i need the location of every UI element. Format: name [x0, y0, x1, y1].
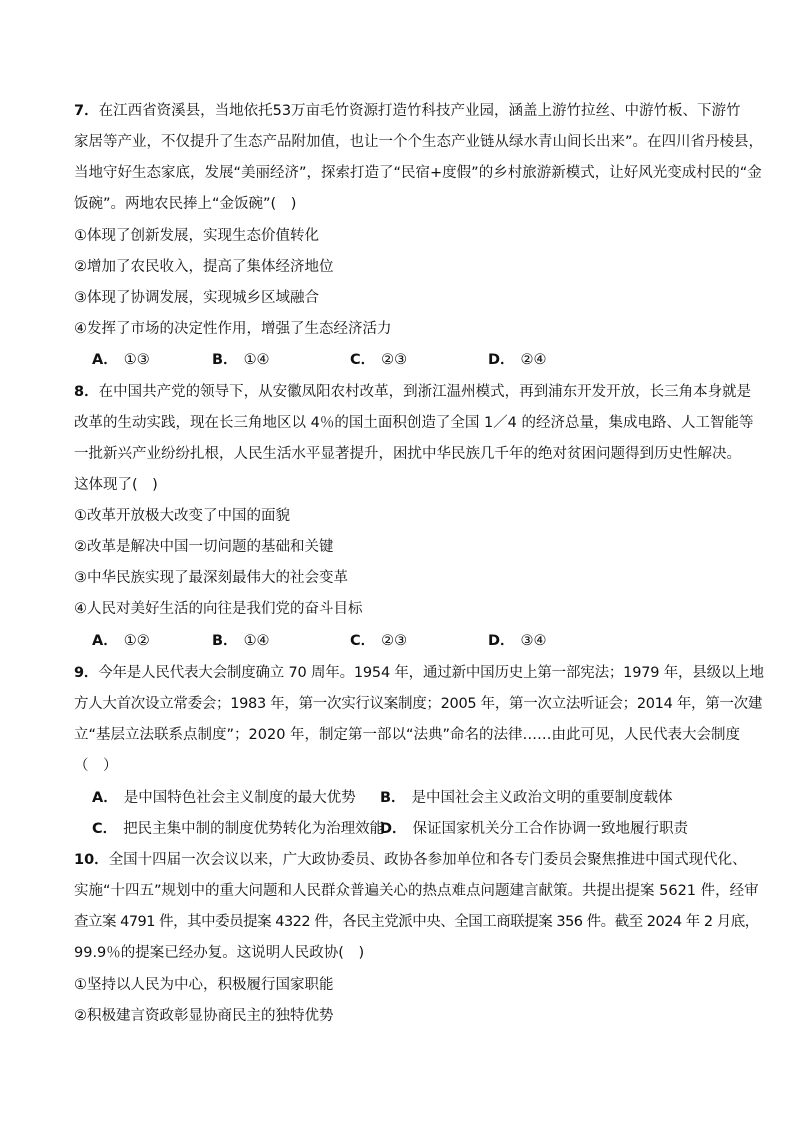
- q10-line-1: 10．全国十四届一次会议以来，广大政协委员、政协各参加单位和各专门委员会聚焦推进中国式现代化、: [74, 852, 747, 868]
- q9-number: 9．: [74, 665, 99, 681]
- q7-option-c[interactable]: C． ②③: [350, 352, 408, 368]
- q8-statement-2: ②改革是解决中国一切问题的基础和关键: [74, 539, 334, 555]
- q10-statement-2: ②积极建言资政彰显协商民主的独特优势: [74, 1008, 334, 1024]
- q10-line-3: 查立案 4791 件，其中委员提案 4322 件，各民主党派中央、全国工商联提案 356 件。截至 2024 年 2 月底，: [74, 914, 759, 930]
- q10-number: 10．: [74, 852, 109, 868]
- q7-option-b[interactable]: B． ①④: [212, 352, 270, 368]
- q8-statement-3: ③中华民族实现了最深刻最伟大的社会变革: [74, 570, 348, 586]
- q10-line-2: 实施“十四五”规划中的重大问题和人民群众普遍关心的热点难点问题建言献策。共提出提案 5621 件，经审: [74, 883, 759, 899]
- q9-option-d[interactable]: D． 保证国家机关分工合作协调一致地履行职责: [380, 821, 689, 837]
- q8-option-a[interactable]: A． ①②: [92, 633, 150, 649]
- q10-line-4: 99.9％的提案已经办复。这说明人民政协( ): [74, 945, 365, 961]
- q8-line-2: 改革的生动实践，现在长三角地区以 4％的国土面积创造了全国 1／4 的经济总量，集成电路、人工智能等: [74, 415, 754, 431]
- q8-option-d[interactable]: D． ③④: [488, 633, 547, 649]
- q9-option-a[interactable]: A． 是中国特色社会主义制度的最大优势: [92, 790, 356, 806]
- q8-line-1: 8．在中国共产党的领导下，从安徽凤阳农村改革，到浙江温州模式，再到浦东开发开放，长三角本身就是: [74, 384, 752, 400]
- q8-option-b[interactable]: B． ①④: [212, 633, 270, 649]
- q7-line-4: 饭碗”。两地农民捧上“金饭碗”( ): [74, 196, 297, 212]
- q7-line-3: 当地守好生态家底，发展“美丽经济”，探索打造了“民宿+度假”的乡村旅游新模式，让好风光变成村民的“金: [74, 165, 762, 181]
- q8-statement-1: ①改革开放极大改变了中国的面貌: [74, 508, 290, 524]
- q9-option-c[interactable]: C． 把民主集中制的制度优势转化为治理效能: [92, 821, 385, 837]
- q9-line-4: （ ）: [74, 758, 118, 774]
- q7-line-1: 7．在江西省资溪县，当地依托53万亩毛竹资源打造竹科技产业园，涵盖上游竹拉丝、中游竹板、下游竹: [74, 103, 741, 119]
- q8-line-3: 一批新兴产业纷纷扎根，人民生活水平显著提升，困扰中华民族几千年的绝对贫困问题得到历史性解决。: [74, 446, 741, 462]
- q9-line-3: 立“基层立法联系点制度”；2020 年，制定第一部以“法典”命名的法律……由此可见，人民代表大会制度: [74, 727, 741, 743]
- q8-option-c[interactable]: C． ②③: [350, 633, 408, 649]
- q7-statement-3: ③体现了协调发展，实现城乡区域融合: [74, 290, 319, 306]
- q10-statement-1: ①坚持以人民为中心，积极履行国家职能: [74, 977, 334, 993]
- q7-option-a[interactable]: A． ①③: [92, 352, 150, 368]
- q7-line-2: 家居等产业，不仅提升了生态产品附加值，也让一个个生态产业链从绿水青山间长出来”。在四川省丹棱县，: [74, 134, 764, 150]
- q8-line-4: 这体现了( ): [74, 477, 158, 493]
- q7-option-d[interactable]: D． ②④: [488, 352, 547, 368]
- q9-option-b[interactable]: B． 是中国社会主义政治文明的重要制度载体: [380, 790, 673, 806]
- q7-number: 7．: [74, 103, 99, 119]
- q9-line-2: 方人大首次设立常委会；1983 年，第一次实行议案制度；2005 年，第一次立法听证会；2014 年，第一次建: [74, 696, 763, 712]
- q8-number: 8．: [74, 384, 99, 400]
- q7-statement-1: ①体现了创新发展，实现生态价值转化: [74, 228, 319, 244]
- q7-statement-4: ④发挥了市场的决定性作用，增强了生态经济活力: [74, 321, 392, 337]
- q9-line-1: 9．今年是人民代表大会制度确立 70 周年。1954 年，通过新中国历史上第一部宪法；1979 年，县级以上地: [74, 665, 764, 681]
- q7-statement-2: ②增加了农民收入，提高了集体经济地位: [74, 259, 334, 275]
- q8-statement-4: ④人民对美好生活的向往是我们党的奋斗目标: [74, 601, 363, 617]
